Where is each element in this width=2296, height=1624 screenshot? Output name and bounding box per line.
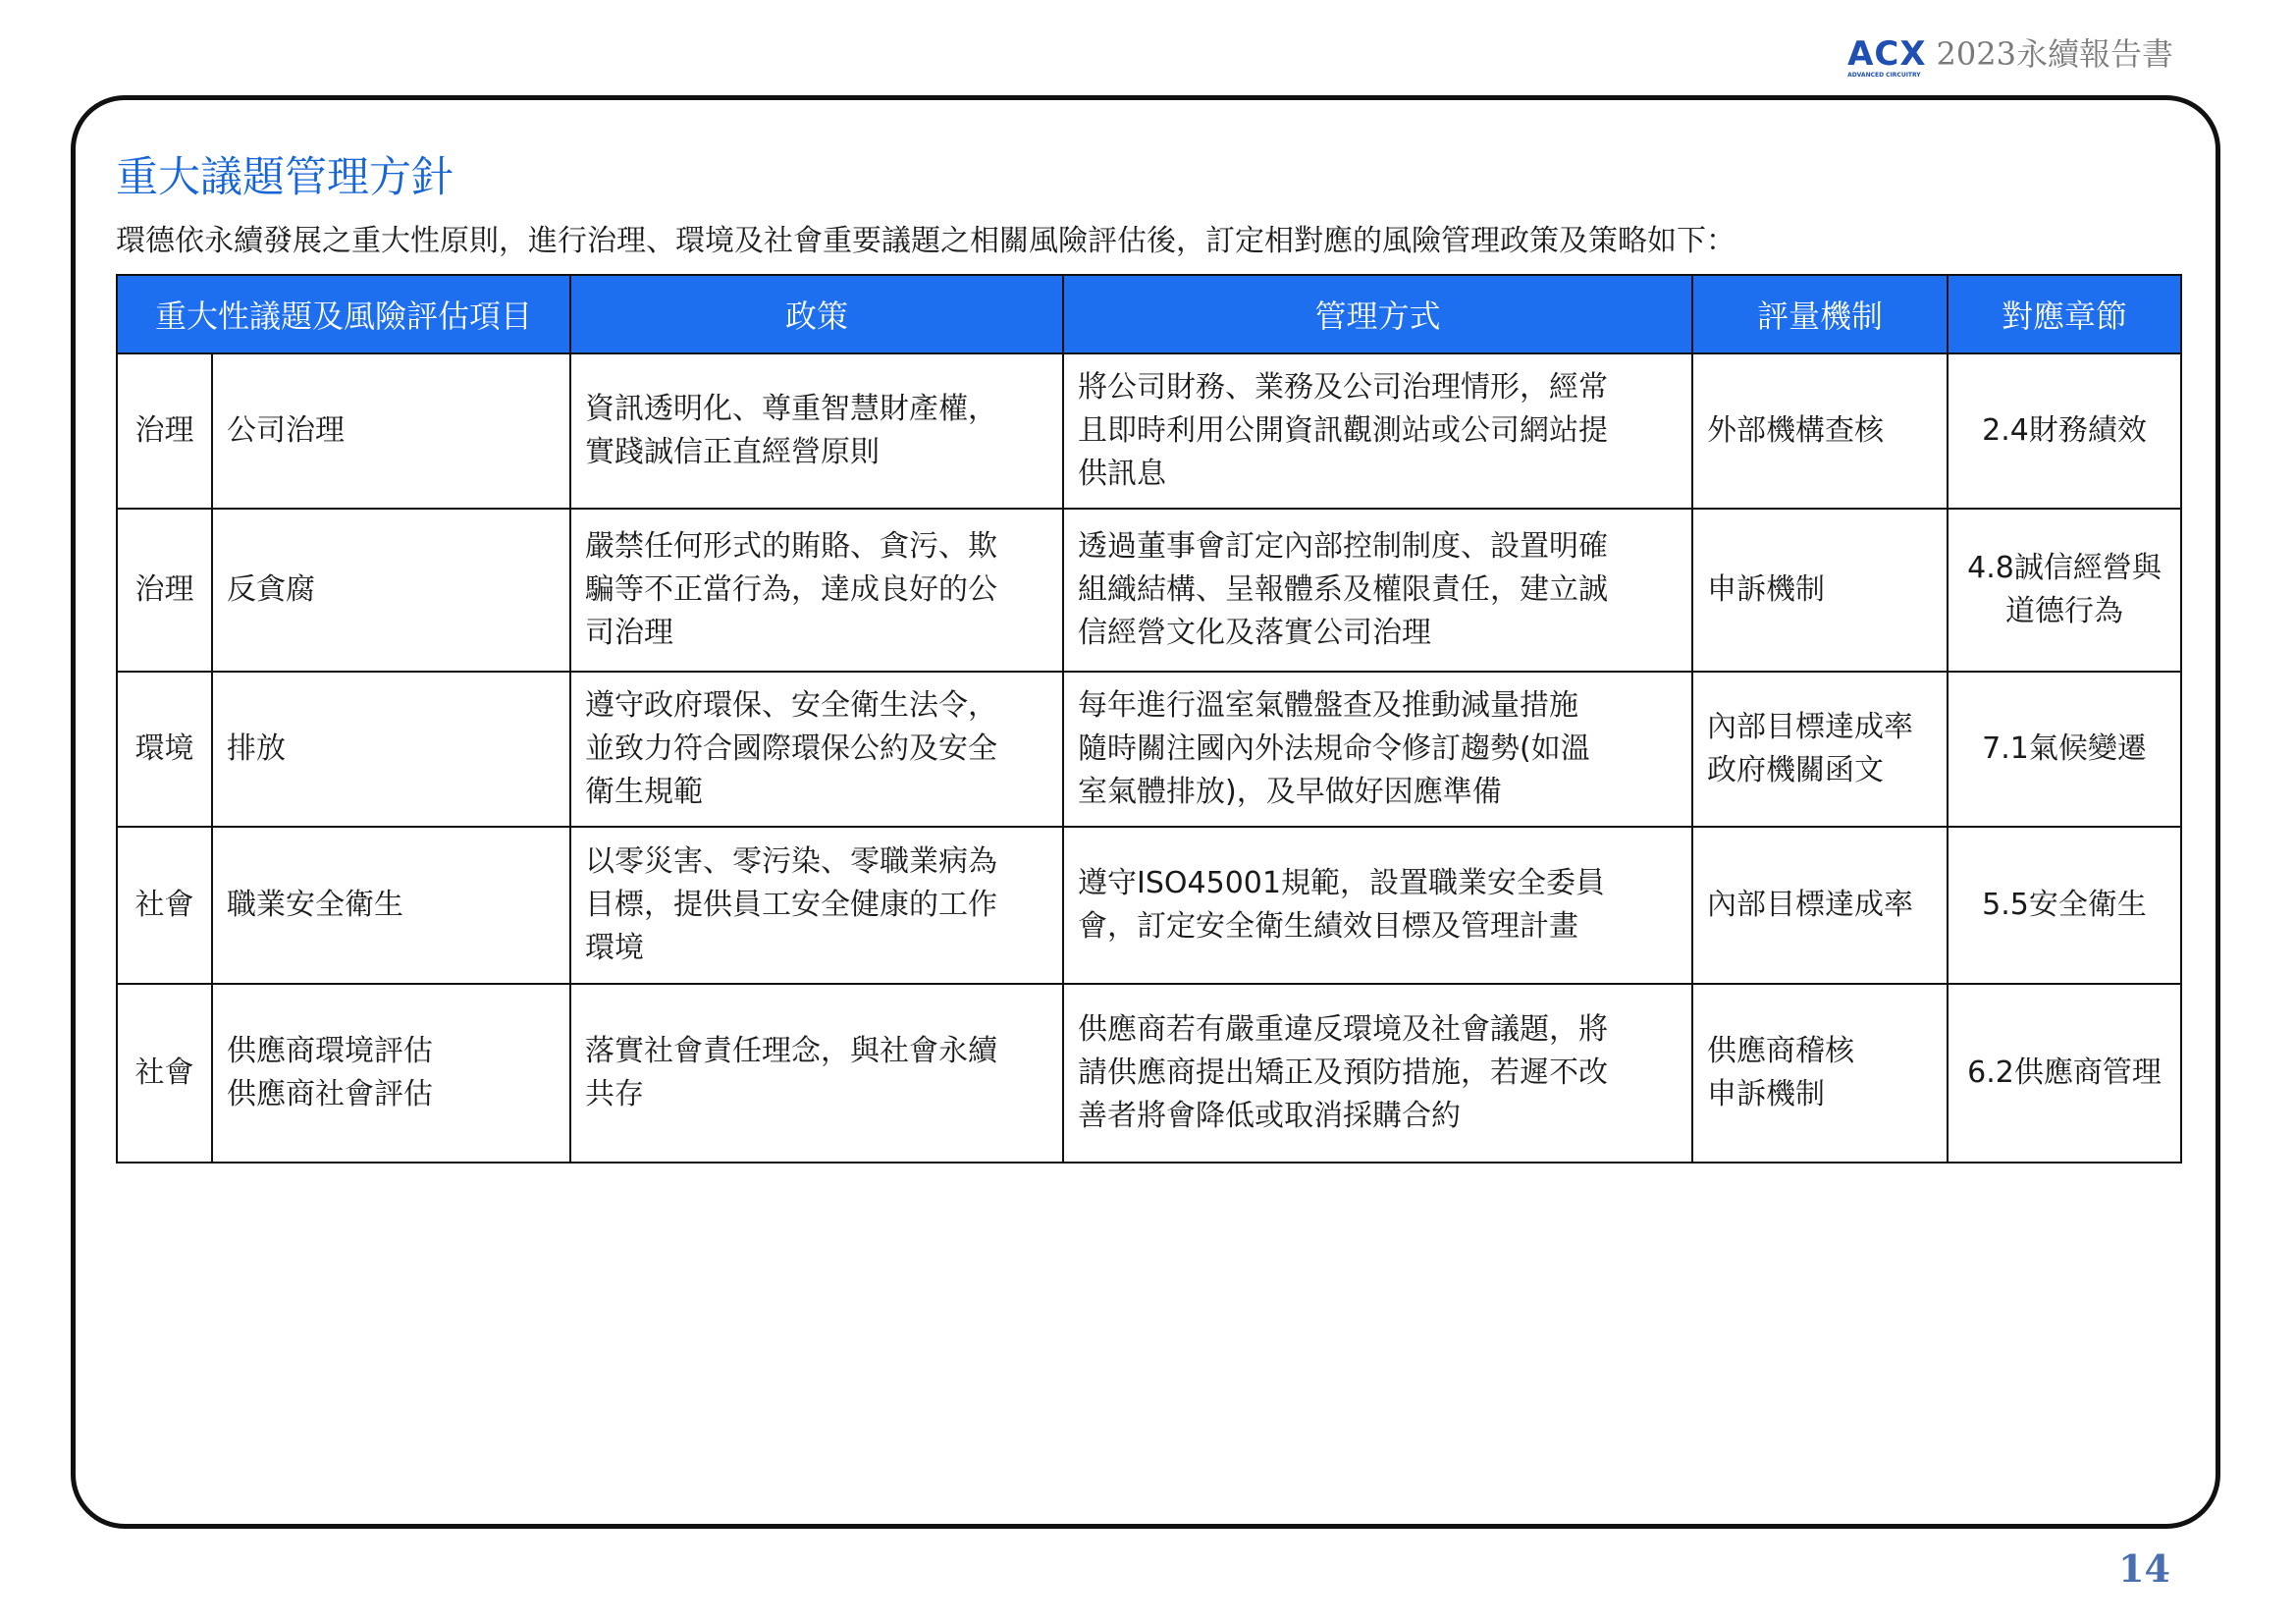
table-row xyxy=(117,509,2181,672)
section-title: 重大議題管理方針 xyxy=(116,153,454,202)
row-management: 透過董事會訂定內部控制制度、設置明確 組織結構、呈報體系及權限責任，建立誠 信經營文化及落實公司治理 xyxy=(1063,509,1692,672)
company-logo xyxy=(1847,34,1927,79)
page-number: 14 xyxy=(2118,1546,2170,1591)
row-issue: 職業安全衛生 xyxy=(212,827,570,984)
row-policy: 嚴禁任何形式的賄賂、貪污、欺 騙等不正當行為，達成良好的公 司治理 xyxy=(570,509,1063,672)
row-management: 供應商若有嚴重違反環境及社會議題，將 請供應商提出矯正及預防措施，若遲不改 善者將會降低或取消採購合約 xyxy=(1063,984,1692,1163)
row-chapter: 4.8誠信經營與 道德行為 xyxy=(1948,509,2181,672)
row-evaluation: 供應商稽核 申訴機制 xyxy=(1692,984,1948,1163)
row-category: 社會 xyxy=(117,984,212,1163)
table-row xyxy=(117,672,2181,827)
row-category: 社會 xyxy=(117,827,212,984)
row-policy: 資訊透明化、尊重智慧財產權， 實踐誠信正直經營原則 xyxy=(570,353,1063,509)
material-issues-table xyxy=(116,274,2182,1164)
table-row xyxy=(117,827,2181,984)
row-issue: 供應商環境評估 供應商社會評估 xyxy=(212,984,570,1163)
row-management: 將公司財務、業務及公司治理情形，經常 且即時利用公開資訊觀測站或公司網站提 供訊息 xyxy=(1063,353,1692,509)
table-row xyxy=(117,984,2181,1163)
row-issue: 反貪腐 xyxy=(212,509,570,672)
report-title: 2023永續報告書 xyxy=(1936,35,2173,73)
row-policy: 以零災害、零污染、零職業病為 目標，提供員工安全健康的工作 環境 xyxy=(570,827,1063,984)
row-chapter: 5.5安全衛生 xyxy=(1948,827,2181,984)
header-issue: 重大性議題及風險評估項目 xyxy=(117,275,570,353)
table-header-row xyxy=(117,275,2181,353)
row-category: 治理 xyxy=(117,509,212,672)
row-policy: 落實社會責任理念，與社會永續 共存 xyxy=(570,984,1063,1163)
header-evaluation: 評量機制 xyxy=(1692,275,1948,353)
logo-subtext: ADVANCED CIRCUITRY xyxy=(1847,72,1921,79)
row-category: 治理 xyxy=(117,353,212,509)
row-management: 每年進行溫室氣體盤查及推動減量措施 隨時關注國內外法規命令修訂趨勢(如溫 室氣體排放)，及早做好因應準備 xyxy=(1063,672,1692,827)
logo-text: ACX xyxy=(1847,34,1927,74)
row-issue: 排放 xyxy=(212,672,570,827)
row-evaluation: 外部機構查核 xyxy=(1692,353,1948,509)
row-chapter: 2.4財務績效 xyxy=(1948,353,2181,509)
row-evaluation: 內部目標達成率 政府機關函文 xyxy=(1692,672,1948,827)
row-evaluation: 申訴機制 xyxy=(1692,509,1948,672)
row-issue: 公司治理 xyxy=(212,353,570,509)
header-policy: 政策 xyxy=(570,275,1063,353)
row-category: 環境 xyxy=(117,672,212,827)
row-evaluation: 內部目標達成率 xyxy=(1692,827,1948,984)
row-policy: 遵守政府環保、安全衛生法令， 並致力符合國際環保公約及安全 衛生規範 xyxy=(570,672,1063,827)
row-chapter: 6.2供應商管理 xyxy=(1948,984,2181,1163)
page-header xyxy=(1847,34,2173,79)
row-chapter: 7.1氣候變遷 xyxy=(1948,672,2181,827)
header-management: 管理方式 xyxy=(1063,275,1692,353)
intro-text: 環德依永續發展之重大性原則，進行治理、環境及社會重要議題之相關風險評估後，訂定相對應的風險管理政策及策略如下： xyxy=(116,224,1735,258)
row-management: 遵守ISO45001規範，設置職業安全委員 會，訂定安全衛生績效目標及管理計畫 xyxy=(1063,827,1692,984)
table-row xyxy=(117,353,2181,509)
header-chapter: 對應章節 xyxy=(1948,275,2181,353)
